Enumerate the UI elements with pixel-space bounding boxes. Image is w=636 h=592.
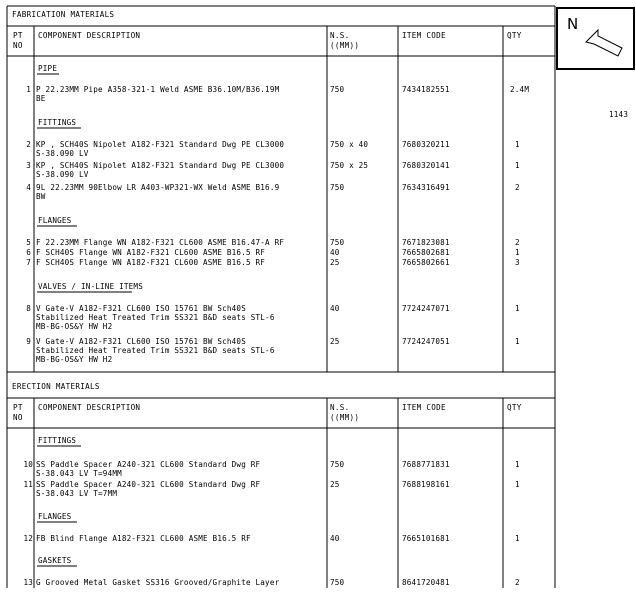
section-label: FITTINGS — [38, 436, 77, 445]
row-description-line: BE — [36, 94, 46, 103]
erection-title: ERECTION MATERIALS — [12, 382, 100, 391]
table-row — [26, 140, 520, 158]
row-item-code: 7724247051 — [402, 337, 450, 346]
row-item-code: 7680320141 — [402, 161, 450, 170]
north-letter: N — [567, 15, 579, 33]
table-row — [26, 85, 529, 103]
row-item-code: 7688771831 — [402, 460, 450, 469]
row-description-line: P 22.23MM Pipe A358-321-1 Weld ASME B36.10M/B36.19M — [36, 85, 280, 94]
header-ns: N.S. — [330, 31, 350, 40]
table-row — [23, 460, 520, 478]
north-indicator — [557, 8, 634, 69]
section-label: VALVES / IN-LINE ITEMS — [38, 282, 143, 291]
row-item-code: 7724247071 — [402, 304, 450, 313]
row-item-code: 7665802681 — [402, 248, 450, 257]
table-row — [26, 248, 520, 257]
row-qty: 2 — [515, 578, 520, 587]
row-ns: 750 — [330, 578, 345, 587]
row-description-line: Stabilized Heat Treated Trim SS321 B&D seats STL-6 — [36, 346, 275, 355]
row-ns: 750 — [330, 183, 345, 192]
row-pt: 11 — [23, 480, 33, 489]
row-ns: 40 — [330, 534, 340, 543]
row-pt: 6 — [26, 248, 31, 257]
row-qty: 1 — [515, 161, 520, 170]
header-ns: N.S. — [330, 403, 350, 412]
row-pt: 5 — [26, 238, 31, 247]
section-label: FLANGES — [38, 216, 72, 225]
row-pt: 12 — [23, 534, 33, 543]
row-pt: 9 — [26, 337, 31, 346]
row-qty: 1 — [515, 534, 520, 543]
row-pt: 13 — [23, 578, 33, 587]
row-item-code: 8641720481 — [402, 578, 450, 587]
row-item-code: 7434182551 — [402, 85, 450, 94]
header-qty: QTY — [507, 403, 522, 412]
fabrication-body — [26, 64, 529, 364]
row-qty: 1 — [515, 480, 520, 489]
row-ns: 40 — [330, 304, 340, 313]
section-label: FITTINGS — [38, 118, 77, 127]
north-arrow-icon — [586, 30, 622, 56]
header-ns-unit: ((MM)) — [330, 41, 360, 50]
row-description-line: MB-BG-OS&Y HW H2 — [36, 355, 113, 364]
header-description: COMPONENT DESCRIPTION — [38, 403, 141, 412]
row-pt: 8 — [26, 304, 31, 313]
row-description-line: FB Blind Flange A182-F321 CL600 ASME B16.5 RF — [36, 534, 251, 543]
section-label: FLANGES — [38, 512, 72, 521]
fabrication-header — [13, 31, 522, 50]
side-number: 1143 — [609, 110, 629, 119]
row-qty: 1 — [515, 460, 520, 469]
row-ns: 750 — [330, 85, 345, 94]
row-pt: 10 — [23, 460, 33, 469]
row-ns: 750 — [330, 238, 345, 247]
row-description-line: G Grooved Metal Gasket SS316 Grooved/Graphite Layer — [36, 578, 280, 587]
row-item-code: 7665101681 — [402, 534, 450, 543]
row-qty: 3 — [515, 258, 520, 267]
row-ns: 25 — [330, 258, 340, 267]
row-description-line: F 22.23MM Flange WN A182-F321 CL600 ASME B16.47-A RF — [36, 238, 285, 247]
row-item-code: 7680320211 — [402, 140, 450, 149]
row-description-line: V Gate-V A182-F321 CL600 ISO 15761 BW Sch40S — [36, 337, 246, 346]
row-pt: 2 — [26, 140, 31, 149]
header-pt: PT — [13, 403, 23, 412]
header-description: COMPONENT DESCRIPTION — [38, 31, 141, 40]
erection-header — [13, 403, 522, 422]
row-item-code: 7665802661 — [402, 258, 450, 267]
row-description-line: S-38.090 LV — [36, 149, 89, 158]
row-description-line: F SCH40S Flange WN A182-F321 CL600 ASME B16.5 RF — [36, 248, 266, 257]
row-ns: 25 — [330, 337, 340, 346]
table-row — [26, 238, 520, 247]
fabrication-title: FABRICATION MATERIALS — [12, 10, 115, 19]
row-ns: 750 — [330, 460, 345, 469]
table-row — [26, 161, 520, 179]
row-qty: 2 — [515, 183, 520, 192]
section-label: PIPE — [38, 64, 58, 73]
table-row — [26, 258, 520, 267]
row-ns: 25 — [330, 480, 340, 489]
header-no: NO — [13, 413, 23, 422]
row-item-code: 7688198161 — [402, 480, 450, 489]
row-pt: 3 — [26, 161, 31, 170]
row-qty: 2 — [515, 238, 520, 247]
row-qty: 1 — [515, 304, 520, 313]
row-description-line: SS Paddle Spacer A240-321 CL600 Standard Dwg RF — [36, 480, 261, 489]
row-qty: 1 — [515, 140, 520, 149]
row-description-line: V Gate-V A182-F321 CL600 ISO 15761 BW Sch40S — [36, 304, 246, 313]
row-description-line: Stabilized Heat Treated Trim SS321 B&D seats STL-6 — [36, 313, 275, 322]
row-description-line: KP , SCH40S Nipolet A182-F321 Standard Dwg PE CL3000 — [36, 140, 285, 149]
table-row — [23, 578, 519, 587]
row-description-line: S-38.090 LV — [36, 170, 89, 179]
row-ns: 750 x 25 — [330, 161, 369, 170]
row-qty: 1 — [515, 248, 520, 257]
row-description-line: SS Paddle Spacer A240-321 CL600 Standard Dwg RF — [36, 460, 261, 469]
header-ns-unit: ((MM)) — [330, 413, 360, 422]
table-row — [26, 304, 520, 331]
row-ns: 40 — [330, 248, 340, 257]
row-description-line: 9L 22.23MM 90Elbow LR A403-WP321-WX Weld ASME B16.9 — [36, 183, 280, 192]
header-no: NO — [13, 41, 23, 50]
row-qty: 1 — [515, 337, 520, 346]
table-row — [26, 183, 520, 201]
row-item-code: 7671823081 — [402, 238, 450, 247]
row-qty: 2.4M — [510, 85, 530, 94]
row-description-line: KP , SCH40S Nipolet A182-F321 Standard Dwg PE CL3000 — [36, 161, 285, 170]
row-description-line: BW — [36, 192, 46, 201]
header-qty: QTY — [507, 31, 522, 40]
row-pt: 1 — [26, 85, 31, 94]
row-pt: 7 — [26, 258, 31, 267]
erection-body — [23, 436, 520, 587]
table-row — [26, 337, 520, 364]
table-row — [23, 534, 520, 543]
header-item-code: ITEM CODE — [402, 31, 446, 40]
row-description-line: S-38.043 LV T=94MM — [36, 469, 122, 478]
row-ns: 750 x 40 — [330, 140, 369, 149]
row-item-code: 7634316491 — [402, 183, 450, 192]
row-description-line: MB-BG-OS&Y HW H2 — [36, 322, 113, 331]
row-description-line: S-38.043 LV T=7MM — [36, 489, 118, 498]
header-item-code: ITEM CODE — [402, 403, 446, 412]
section-label: GASKETS — [38, 556, 72, 565]
table-row — [23, 480, 520, 498]
header-pt: PT — [13, 31, 23, 40]
row-pt: 4 — [26, 183, 31, 192]
row-description-line: F SCH40S Flange WN A182-F321 CL600 ASME B16.5 RF — [36, 258, 266, 267]
